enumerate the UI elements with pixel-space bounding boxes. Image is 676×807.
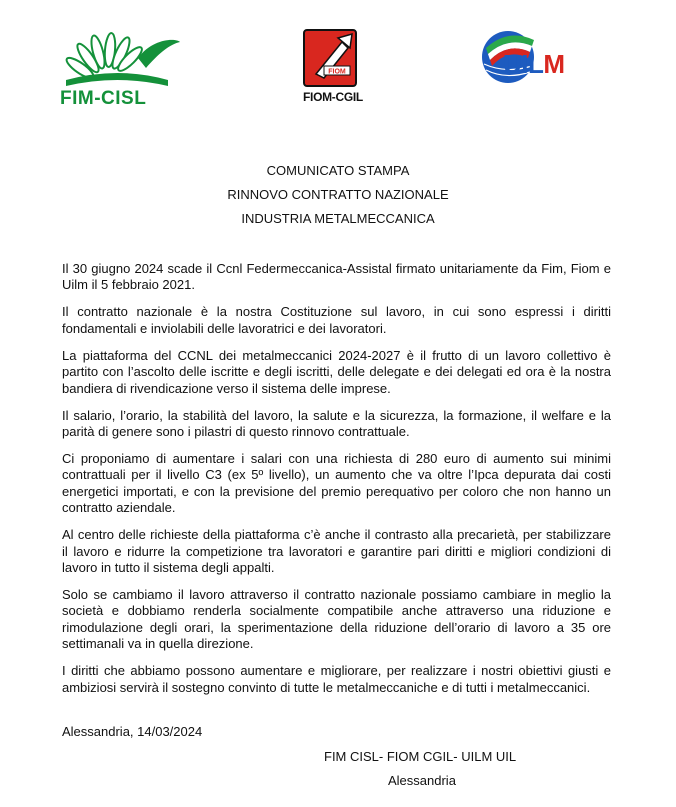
uilm-logo bbox=[478, 26, 578, 88]
paragraph: Il salario, l’orario, la stabilità del lavoro, la salute e la sicurezza, la formazione, il welfare e la parità di genere sono i pilastri di questo rinnovo contrattuale. bbox=[62, 407, 611, 440]
paragraph: Il contratto nazionale è la nostra Costituzione sul lavoro, in cui sono espressi i diritti fondamentali e inviolabili delle lavoratrici e dei lavoratori. bbox=[62, 304, 611, 336]
fiom-cgil-logo bbox=[302, 28, 368, 106]
signature: FIM CISL- FIOM CGIL- UILM UIL bbox=[324, 749, 517, 764]
paragraph: Il 30 giugno 2024 scade il Ccnl Federmeccanica-Assistal firmato unitariamente da Fim, Fiom e Uilm il 5 febbraio 2021. bbox=[62, 261, 611, 293]
fiom-badge-icon bbox=[302, 28, 368, 88]
fiom-cgil-wordmark: FIOM-CGIL bbox=[303, 90, 363, 104]
uilm-wordmark-m: M bbox=[543, 49, 565, 79]
signature-city: Alessandria bbox=[388, 773, 456, 788]
body-text bbox=[62, 261, 611, 707]
fim-cisl-wordmark: FIM-CISL bbox=[60, 88, 147, 109]
uilm-wordmark-uil: UIL bbox=[503, 49, 544, 79]
paragraph: I diritti che abbiamo possono aumentare e migliorare, per realizzare i nostri obiettivi giusti e ambiziosi servirà il sostegno convinto di tutte le metalmeccaniche e di tutti i metalmeccanici. bbox=[62, 663, 611, 695]
paragraph: La piattaforma del CCNL dei metalmeccanici 2024-2027 è il frutto di un lavoro collettivo è partito con l’ascolto delle iscritte e degli iscritti, delle delegate e dei delegati ed ora è la nostra bandiera di rivendicazione verso il sistema delle imprese. bbox=[62, 347, 611, 396]
paragraph: Ci proponiamo di aumentare i salari con una richiesta di 280 euro di aumento sui minimi contrattuali per il livello C3 (ex 5º livello), un aumento che va oltre l’Ipca depurata dai costi energetici importati, e con la previsione del premio perequativo per coloro che non hanno un contratto aziendale. bbox=[62, 451, 611, 516]
heading-rinnovo: RINNOVO CONTRATTO NAZIONALE bbox=[227, 187, 449, 202]
fim-cisl-logo bbox=[58, 28, 183, 110]
paragraph: Solo se cambiamo il lavoro attraverso il contratto nazionale possiamo cambiare in meglio la società e dobbiamo renderla socialmente compatibile anche attraverso una riduzione e rimodulazione degli orari, la sperimentazione della riduzione dell’orario di lavoro a 35 ore settimanali va in quella direzione. bbox=[62, 587, 611, 652]
place-date: Alessandria, 14/03/2024 bbox=[62, 724, 203, 739]
fiom-badge-label: FIOM bbox=[328, 68, 346, 76]
daisy-icon bbox=[58, 28, 183, 90]
uilm-wordmark bbox=[503, 49, 565, 80]
paragraph: Al centro delle richieste della piattaforma c’è anche il contrasto alla precarietà, per stabilizzare il lavoro e ridurre la competizione tra lavoratori e garantire pari diritti e migliori condizioni di lavoro in tutto il sistema degli appalti. bbox=[62, 527, 611, 576]
heading-comunicato: COMUNICATO STAMPA bbox=[266, 163, 410, 178]
heading-industria: INDUSTRIA METALMECCANICA bbox=[241, 211, 435, 226]
